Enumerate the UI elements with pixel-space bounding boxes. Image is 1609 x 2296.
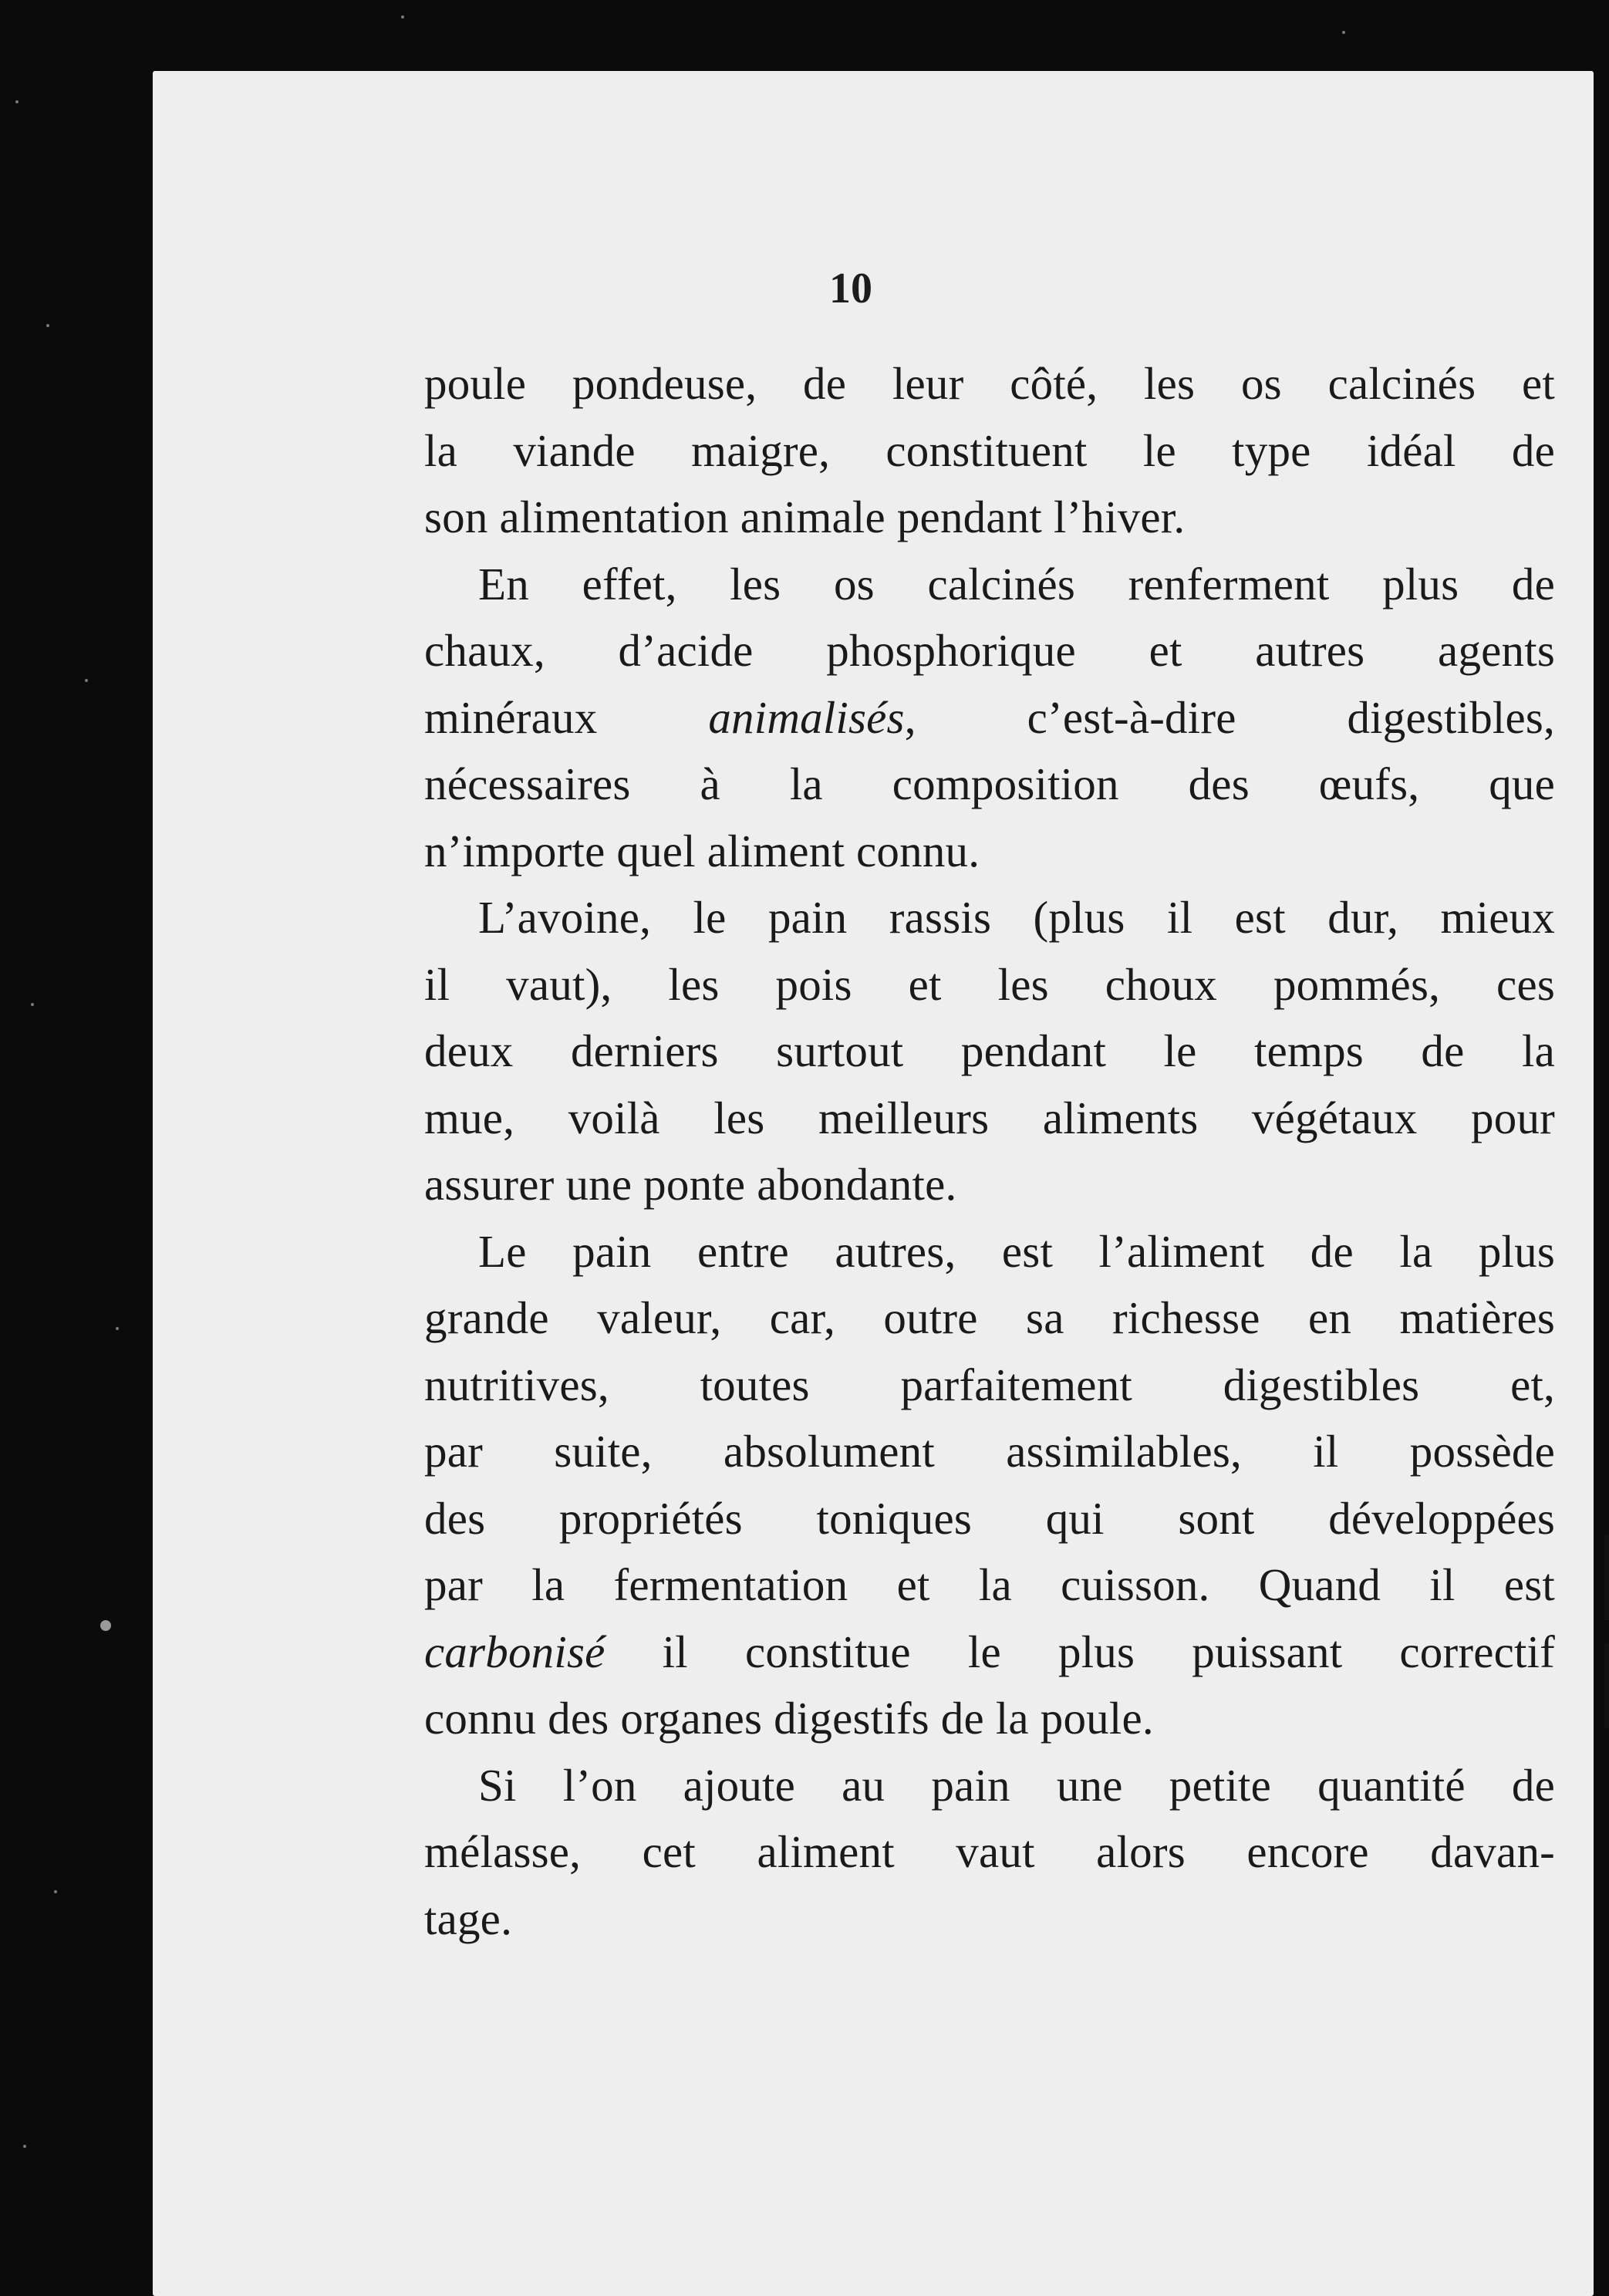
scan-speck (46, 324, 49, 327)
text-run: connu des organes digestifs de la poule. (424, 1693, 1154, 1744)
scan-speck (15, 100, 19, 103)
text-run: par la fermentation et la cuisson. Quand il est (424, 1559, 1555, 1610)
paragraph (424, 884, 1555, 1218)
text-run: minéraux (424, 691, 709, 743)
text-line (424, 1418, 1555, 1485)
text-line (424, 884, 1555, 951)
scan-speck (116, 1327, 119, 1330)
scan-speck (401, 15, 404, 19)
scan-speck (54, 1890, 57, 1893)
text-run: nutritives, toutes parfaitement digestibles et, (424, 1359, 1555, 1410)
scan-edge-mark (1604, 1535, 1609, 1620)
scan-speck (100, 1620, 111, 1631)
paragraph (424, 551, 1555, 885)
paragraph (424, 1218, 1555, 1752)
text-line (424, 551, 1555, 618)
text-run: son alimentation animale pendant l’hiver. (424, 491, 1186, 542)
text-line (424, 684, 1555, 751)
text-run: L’avoine, le pain rassis (plus il est dur, mieux (478, 892, 1555, 943)
text-line (424, 1752, 1555, 1819)
text-line (424, 1619, 1555, 1686)
scan-speck (85, 679, 88, 682)
text-line (424, 617, 1555, 684)
text-run: la viande maigre, constituent le type idéal de (424, 424, 1555, 476)
text-line (424, 818, 1555, 885)
text-run: mue, voilà les meilleurs aliments végétaux pour (424, 1092, 1555, 1143)
text-line (424, 417, 1555, 485)
paragraph (424, 350, 1555, 551)
italic-word: carbonisé (424, 1626, 605, 1677)
text-line (424, 1085, 1555, 1152)
text-run: assurer une ponte abondante. (424, 1159, 957, 1210)
scan-speck (23, 2145, 26, 2148)
text-run: mélasse, cet aliment vaut alors encore davan- (424, 1826, 1555, 1877)
text-line (424, 1352, 1555, 1419)
text-run: En effet, les os calcinés renferment plus de (478, 558, 1555, 609)
text-line (424, 1818, 1555, 1886)
text-line (424, 484, 1555, 551)
text-run: il vaut), les pois et les choux pommés, ces (424, 958, 1555, 1010)
text-run: , c’est-à-dire digestibles, (904, 691, 1555, 743)
text-line (424, 1551, 1555, 1619)
page-number: 10 (829, 265, 872, 312)
text-run: Le pain entre autres, est l’aliment de la plus (478, 1225, 1555, 1277)
text-run: Si l’on ajoute au pain une petite quantité de (478, 1759, 1555, 1811)
text-run: grande valeur, car, outre sa richesse en matières (424, 1292, 1555, 1343)
text-run: nécessaires à la composition des œufs, que (424, 758, 1555, 809)
text-run: chaux, d’acide phosphorique et autres agents (424, 625, 1555, 676)
text-line (424, 1685, 1555, 1752)
text-line (424, 951, 1555, 1018)
text-run: des propriétés toniques qui sont développées (424, 1492, 1555, 1544)
text-line (424, 1218, 1555, 1285)
scan-edge-mark (1604, 1643, 1609, 1728)
text-run: n’importe quel aliment connu. (424, 825, 980, 876)
scan-speck (1342, 31, 1345, 34)
paragraph (424, 1752, 1555, 1953)
text-line (424, 1485, 1555, 1552)
text-run: par suite, absolument assimilables, il possède (424, 1426, 1555, 1477)
scanned-page (153, 71, 1594, 2296)
text-line (424, 1886, 1555, 1953)
text-run: tage. (424, 1893, 513, 1944)
text-line (424, 1018, 1555, 1085)
text-line (424, 1285, 1555, 1352)
italic-word: animalisés (708, 691, 905, 743)
text-run: poule pondeuse, de leur côté, les os calcinés et (424, 358, 1555, 409)
text-line (424, 350, 1555, 417)
text-run: il constitue le plus puissant correctif (605, 1626, 1555, 1677)
body-text (424, 350, 1555, 1952)
text-run: deux derniers surtout pendant le temps de la (424, 1025, 1555, 1076)
text-line (424, 751, 1555, 818)
text-line (424, 1151, 1555, 1218)
scan-speck (31, 1003, 34, 1006)
